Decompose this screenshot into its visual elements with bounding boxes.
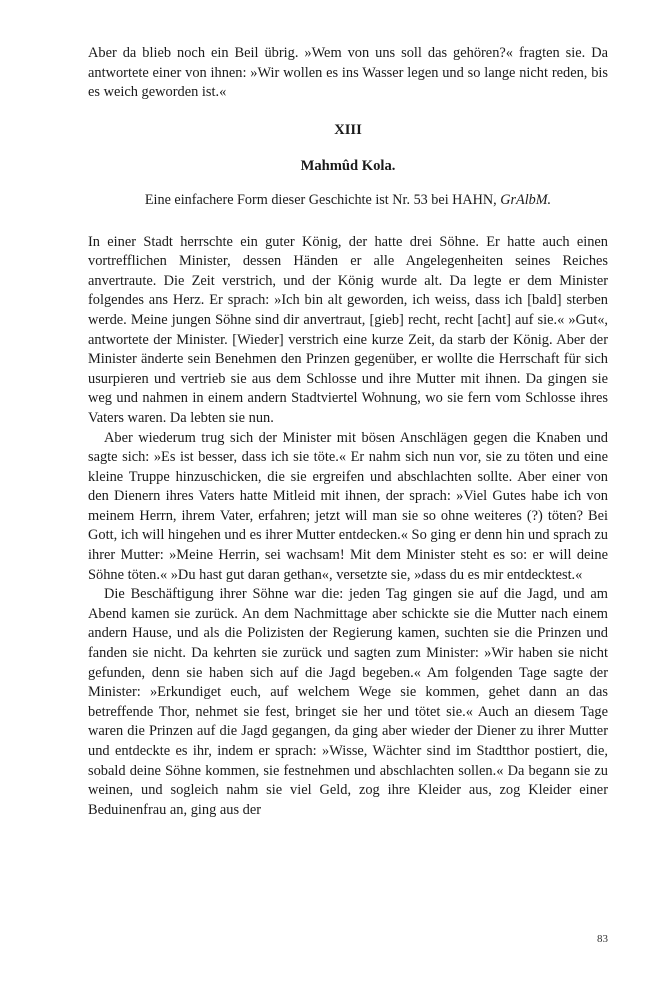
page-number: 83 bbox=[597, 933, 608, 945]
story-paragraph-3: Die Beschäftigung ihrer Söhne war die: jeden Tag gingen sie auf die Jagd, und am Abend kamen sie zurück. An dem Nachmittage aber schickte sie die Mutter nach einem andern Hause, und als die Polizisten der Regierung kamen, suchten sie die Prinzen und fanden sie nicht. Da kehrten sie zurück und sagten zum Minister: »Wir haben sie nicht gefunden, denn sie haben sich auf die Jagd begeben.« Am folgenden Tage sagte der Minister: »Erkundiget euch, auf welchem Wege sie kommen, gehet dann an das betreffende Thor, nehmet sie fest, bringet sie her und tötet sie.« Auch an diesem Tage waren die Prinzen auf die Jagd gegangen, da ging aber wieder der Diener zu ihrer Mutter und entdeckte es ihr, indem er sprach: »Wisse, Wächter sind im Stadtthor postiert, die, sobald deine Söhne kommen, sie festnehmen und abschlachten sollen.« Da begann sie zu weinen, und sogleich nahm sie viel Geld, zog ihre Kleider aus, zog Kleider einer Beduinenfrau an, ging aus der bbox=[88, 586, 608, 818]
source-note bbox=[88, 191, 608, 211]
source-note-text: Eine einfachere Form dieser Geschichte ist Nr. 53 bei HAHN, bbox=[144, 191, 497, 208]
chapter-title: Mahmûd Kola. bbox=[300, 158, 396, 175]
story-paragraph-2: Aber wiederum trug sich der Minister mit bösen Anschlägen gegen die Knaben und sagte sich: »Es ist besser, dass ich sie töte.« Er nahm sich nun vor, sie zu töten und eine kleine Truppe hinzuschicken, die sie ergreifen und abschlachten sollte. Aber einer von den Dienern ihres Vaters hatte Mitleid mit ihnen, der sprach: »Viel Gutes habe ich von meinem Herrn, ihrem Vater, erfahren; jetzt will man sie so ohne weiteres (?) töten? Bei Gott, ich will hingehen und es ihrer Mutter entdecken.« So ging er denn hin und sprach zu ihrer Mutter: »Meine Herrin, sei wachsam! Mit dem Minister steht es so: er will deine Söhne töten.« »Du hast gut daran gethan«, versetzte sie, »dass du es mir entdecktest.« bbox=[88, 429, 608, 583]
chapter-numeral: XIII bbox=[334, 121, 362, 138]
source-note-reference: GrAlbM. bbox=[500, 191, 552, 208]
intro-paragraph: Aber da blieb noch ein Beil übrig. »Wem von uns soll das gehören?« fragten sie. Da antwortete einer von ihnen: »Wir wollen es ins Wasser legen und so lange nicht reden, bis es weich geworden ist.« bbox=[88, 45, 608, 101]
story-paragraph-1: In einer Stadt herrschte ein guter König, der hatte drei Söhne. Er hatte auch einen vortrefflichen Minister, dessen Händen er alle Angelegenheiten seines Reiches anvertraute. Die Zeit verstrich, und der König wurde alt. Da legte er dem Minister folgendes ans Herz. Er sprach: »Ich bin alt geworden, ich weiss, dass ich [bald] sterben werde. Meine jungen Söhne sind dir anvertraut, [gieb] recht, recht [acht] auf sie.« »Gut«, antwortete der Minister. [Wieder] verstrich eine kurze Zeit, da starb der König. Aber der Minister änderte sein Benehmen den Prinzen gegenüber, er wollte die Herrschaft für sich usurpieren und vertrieb sie aus dem Schlosse und ihre Mutter mit ihnen. Da gingen sie weg und nahmen in einem andern Stadtviertel Wohnung, wo sie fern vom Schlosse ihres Vaters waren. Da lebten sie nun. bbox=[88, 233, 608, 426]
page-body bbox=[88, 44, 608, 820]
